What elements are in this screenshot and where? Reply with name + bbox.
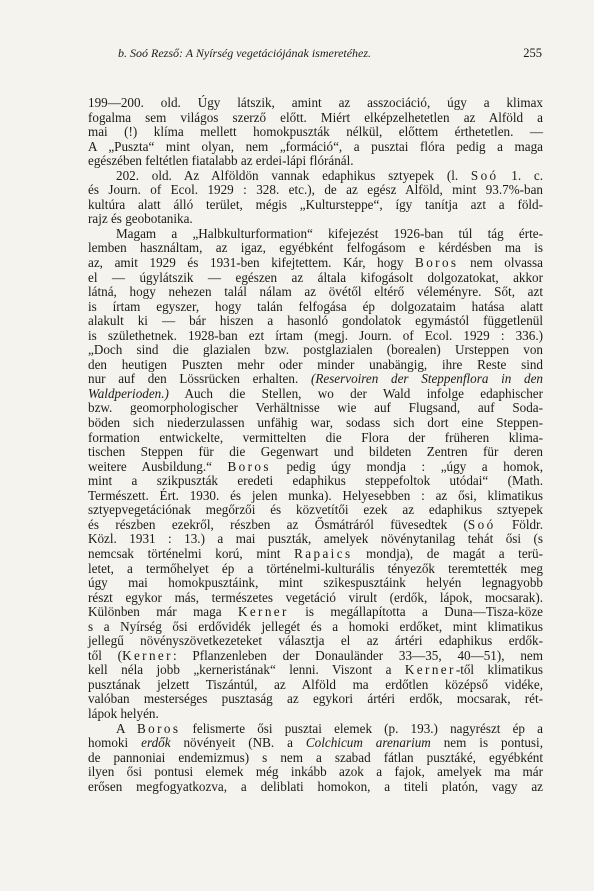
text-line: el — úgylátszik — egészen az általa kifogásolt dolgozatokat, akkor — [88, 269, 543, 285]
text-line: nur auf den Lössrücken erhalten. (Reservoiren der Steppenflora in den — [88, 371, 543, 387]
text-line: jellegű növényszövetkezeteket választja el az ártéri edaphikus erdők- — [88, 633, 543, 649]
text-line: lemben használtam, az igaz, egyébként felfogásom e kérdésben ma is — [88, 240, 543, 256]
text-line: nemcsak történelmi korú, mint Rapaics mondja), de magát a terü- — [88, 545, 543, 561]
text-line: rajz és geobotanika. — [88, 211, 193, 227]
author-name: Kerner — [237, 604, 289, 620]
text-line: de pannoniai endemizmus) s nem a szabad fátlan pusztáké, egyébként — [88, 749, 543, 765]
italic-text: erdők — [141, 735, 171, 751]
text-line: és részben ezekről, részben az Ősmátráról füvesedtek (Soó Földr. — [88, 516, 543, 532]
italic-text: Waldperioden.) — [88, 385, 169, 401]
author-name: Boros — [227, 458, 271, 474]
author-name: Soó — [470, 167, 499, 183]
author-name: Boros — [136, 720, 181, 736]
text-line: és Journ. of Ecol. 1929 : 328. etc.), de az egész Alföld, mint 93.7%-ban — [88, 182, 543, 198]
text-line: pusztának jelzett Tiszántúl, az Alföld ma erdőtlen középső vidéke, — [88, 676, 543, 692]
text-line: lápok helyén. — [88, 705, 159, 721]
text-line: részt egykor más, természetes vegetáció virult (erdők, lápok, mocsarak). — [88, 589, 543, 605]
text-line: Waldperioden.) Auch die Stellen, wo der Wald infolge edaphischer — [88, 385, 543, 401]
author-name: Rapaics — [294, 545, 353, 561]
text-line: Magam a „Halbkulturformation“ kifejezést 1926-ban túl tág érte- — [116, 225, 543, 241]
text-line: weitere Ausbildung.“ Boros pedig úgy mondja : „úgy a homok, — [88, 458, 543, 474]
page-number: 255 — [523, 46, 542, 60]
text-line: s a Nyírség ősi erdővidék jellegét és a homoki erdőket, mint klimatikus — [88, 618, 543, 634]
page-body — [88, 96, 543, 794]
italic-text: Colchicum arenarium — [305, 735, 431, 751]
text-line: Természett. Ért. 1930. és jelen munka). Helyesebben : az ősi, klimatikus — [88, 487, 543, 503]
text-line: mai (!) klíma mellett homokpuszták nélkül, előttem érthetetlen. — — [88, 124, 543, 140]
author-name: Kerner — [122, 647, 173, 663]
text-line: A „Puszta“ mint olyan, nem „formáció“, a pusztai flóra pedig a maga — [88, 138, 543, 154]
text-line: mint a szikpuszták eredeti edaphikus steppefoltok utódai“ (Math. — [88, 473, 543, 489]
text-line: formation entwickelte, vermittelten die Flora der früheren klima- — [88, 429, 543, 445]
text-line: A Boros felismerte ősi pusztai elemek (p. 193.) nagyrészt ép a — [116, 720, 543, 736]
text-line: letet, a termőhelyet ép a történelmi-kulturális tényezők teremtették meg — [88, 560, 543, 576]
text-line: den heutigen Puszten mehr oder minder unabängig, ihre Reste sind — [88, 356, 543, 372]
text-line: böden sich niederzulassen unfähig war, sodass sich dort eine Steppen- — [88, 415, 543, 431]
text-line: úgy mai homokpusztáink, mint szikespusztáink helyén legnagyobb — [88, 575, 543, 591]
text-line: valóban mesterséges pusztaság az egykori ártéri erdők, mocsarak, rét- — [88, 691, 543, 707]
text-line: is írtam egyszer, hogy talán felfogása ép dolgozataim hatása alatt — [88, 298, 543, 314]
running-title: b. Soó Rezső: A Nyírség vegetációjának ismeretéhez. — [118, 46, 372, 60]
text-line: tischen Steppen für die Gegenwart und bildeten Zentren für deren — [88, 444, 543, 460]
text-line: től (Kerner: Pflanzenleben der Donauländer 33—35, 40—51), nem — [88, 647, 543, 663]
text-line: sztyepvegetációnak megőrzői és közvetítői ezek az edaphikus sztyepek — [88, 502, 543, 518]
text-line: bzw. geomorphologischer Verhältnisse wie auf Flugsand, auf Soda- — [88, 400, 543, 416]
text-line: is születhetnek. 1928-ban ezt írtam (megj. Journ. of Ecol. 1929 : 336.) — [88, 327, 543, 343]
text-line: homoki erdők növényeit (NB. a Colchicum arenarium nem is pontusi, — [88, 735, 543, 751]
author-name: Soó — [467, 516, 496, 532]
running-header — [118, 46, 542, 61]
text-line: Közl. 1931 : 13.) a mai puszták, amelyek növénytanilag tehát ősi (s — [88, 531, 543, 547]
text-line: Különben már maga Kerner is megállapította a Duna—Tisza-köze — [88, 604, 543, 620]
text-line: egészében feltétlen fiatalabb az erdei-lápi flóránál. — [88, 153, 354, 169]
author-name: Kerner — [404, 662, 456, 678]
author-name: Boros — [415, 255, 459, 271]
text-line: „Doch sind die glazialen bzw. postglazialen (borealen) Ursteppen von — [88, 342, 543, 358]
text-line: látná, hogy nehezen talál nálam az övétől eltérő véleményre. Sőt, azt — [88, 284, 543, 300]
text-line: 202. old. Az Alföldön vannak edaphikus sztyepek (l. Soó 1. c. — [116, 167, 543, 183]
text-line: 199—200. old. Úgy látszik, amint az asszociáció, úgy a klimax — [88, 95, 543, 110]
text-line: erősen megfogyatkozva, a deliblati homokon, a titeli platón, vagy az — [88, 778, 543, 794]
italic-text: (Reservoiren der Steppenflora in den — [310, 371, 543, 387]
text-line: fogalma sem világos szerző előtt. Miért elképzelhetetlen az Alföld a — [88, 109, 543, 125]
text-line: kultúra alatt álló terület, mégis „Kultursteppe“, így tanítja azt a föld- — [88, 196, 543, 212]
text-line: ilyen ősi pontusi elemek még inkább azok a fajok, amelyek ma már — [88, 764, 543, 780]
text-line: alakult ki — bár hiszen a hasonló gondolatok egymástól függetlenül — [88, 313, 543, 329]
text-line: az, amit 1929 és 1931-ben kifejtettem. Kár, hogy Boros nem olvassa — [88, 255, 543, 271]
text-line: kell néla jobb „kerneristának“ lenni. Viszont a Kerner-től klimatikus — [88, 662, 544, 678]
